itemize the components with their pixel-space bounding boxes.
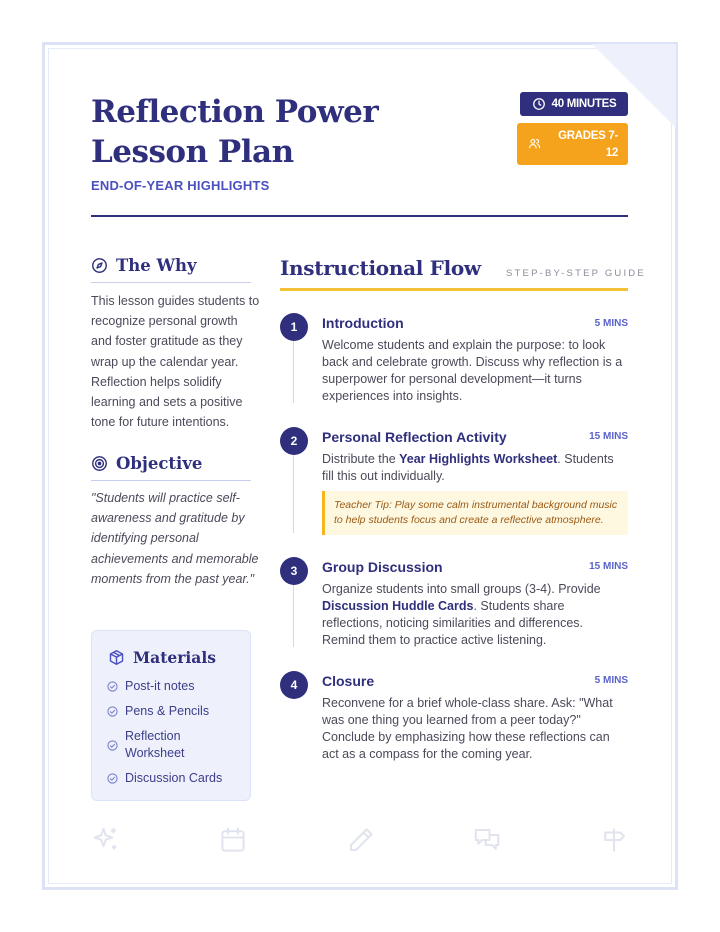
- why-heading-label: The Why: [116, 256, 197, 275]
- box-icon: [108, 649, 125, 666]
- step-time: 15 MINS: [589, 561, 628, 572]
- cards-name: Discussion Huddle Cards: [322, 599, 474, 613]
- step-text: [322, 581, 628, 649]
- materials-item: [107, 703, 235, 720]
- step-time: 5 MINS: [594, 675, 628, 686]
- objective-underline: [91, 480, 251, 481]
- flow-subtitle: STEP-BY-STEP GUIDE: [506, 268, 646, 279]
- objective-heading-label: Objective: [116, 454, 203, 473]
- chat-bubbles-icon: [472, 825, 502, 855]
- step-title: Group Discussion: [322, 559, 443, 575]
- page-title: Reflection Power Lesson Plan: [91, 94, 379, 170]
- duration-badge: [520, 92, 628, 116]
- step-number: 1: [280, 313, 308, 341]
- objective-text: "Students will practice self-awareness and gratitude by identifying personal achievements and memorable moments from the past year.": [91, 491, 259, 586]
- step-number: 4: [280, 671, 308, 699]
- duration-label: 40 MINUTES: [551, 98, 617, 110]
- step-time: 5 MINS: [594, 318, 628, 329]
- why-text: This lesson guides students to recognize personal growth and foster gratitude as they wrap up the calendar year. Reflection helps solidify learning and sets a positive tone for future intentions.: [91, 294, 260, 430]
- pencil-icon: [346, 825, 376, 855]
- materials-item: [107, 678, 235, 695]
- timeline-line: [293, 455, 294, 533]
- teacher-tip: Teacher Tip: Play some calm instrumental background music to help students focus and create a reflective atmosphere.: [322, 491, 628, 535]
- materials-heading-label: Materials: [133, 648, 216, 667]
- header-divider: [91, 215, 628, 217]
- compass-icon: [91, 257, 108, 274]
- flow-divider: [280, 288, 628, 291]
- check-circle-icon: [107, 773, 118, 784]
- materials-card: [91, 630, 251, 801]
- users-icon: [528, 137, 541, 150]
- page-subtitle: END-OF-YEAR HIGHLIGHTS: [91, 178, 270, 193]
- step-text: Reconvene for a brief whole-class share. Ask: "What was one thing you learned from a peer today?" Conclude by emphasizing how these reflections can act as a compass for the coming year.: [322, 696, 613, 761]
- materials-item: [107, 728, 235, 762]
- materials-item: [107, 770, 235, 787]
- signpost-icon: [599, 825, 629, 855]
- materials-item-label: Pens & Pencils: [125, 704, 210, 718]
- step-number: 2: [280, 427, 308, 455]
- objective-heading: [91, 454, 202, 473]
- step-title: Introduction: [322, 315, 404, 331]
- check-circle-icon: [107, 740, 118, 751]
- why-heading: [91, 256, 197, 275]
- step-text: [322, 451, 628, 485]
- step-text-part: . Students fill this out individually.: [322, 452, 614, 483]
- why-underline: [91, 282, 251, 283]
- worksheet-name: Year Highlights Worksheet: [399, 452, 558, 466]
- step-text-part: . Students share reflections, noticing similarities and differences. Remind them to practice active listening.: [322, 599, 584, 647]
- materials-item-label: Discussion Cards: [125, 771, 223, 785]
- grades-label: GRADES 7-12: [558, 130, 618, 159]
- timeline-line: [293, 341, 294, 403]
- step-title: Personal Reflection Activity: [322, 429, 507, 445]
- step-title: Closure: [322, 673, 375, 689]
- sparkles-icon: [91, 825, 121, 855]
- step-time: 15 MINS: [589, 431, 628, 442]
- calendar-icon: [218, 825, 248, 855]
- step-text: Welcome students and explain the purpose: to look back and celebrate growth. Discuss why reflection is a superpower for personal development—it turns experiences into insights.: [322, 338, 623, 403]
- step-text-part: Distribute the: [322, 452, 400, 466]
- step-number: 3: [280, 557, 308, 585]
- timeline-line: [293, 585, 294, 647]
- step-text-part: Organize students into small groups (3-4). Provide: [322, 582, 601, 596]
- target-icon: [91, 455, 108, 472]
- clock-icon: [532, 97, 546, 111]
- materials-heading: [108, 648, 216, 667]
- check-circle-icon: [107, 681, 118, 692]
- check-circle-icon: [107, 706, 118, 717]
- materials-item-label: Reflection Worksheet: [125, 729, 185, 760]
- materials-item-label: Post-it notes: [125, 679, 195, 693]
- flow-title: Instructional Flow: [280, 256, 481, 280]
- grades-badge: [517, 123, 628, 165]
